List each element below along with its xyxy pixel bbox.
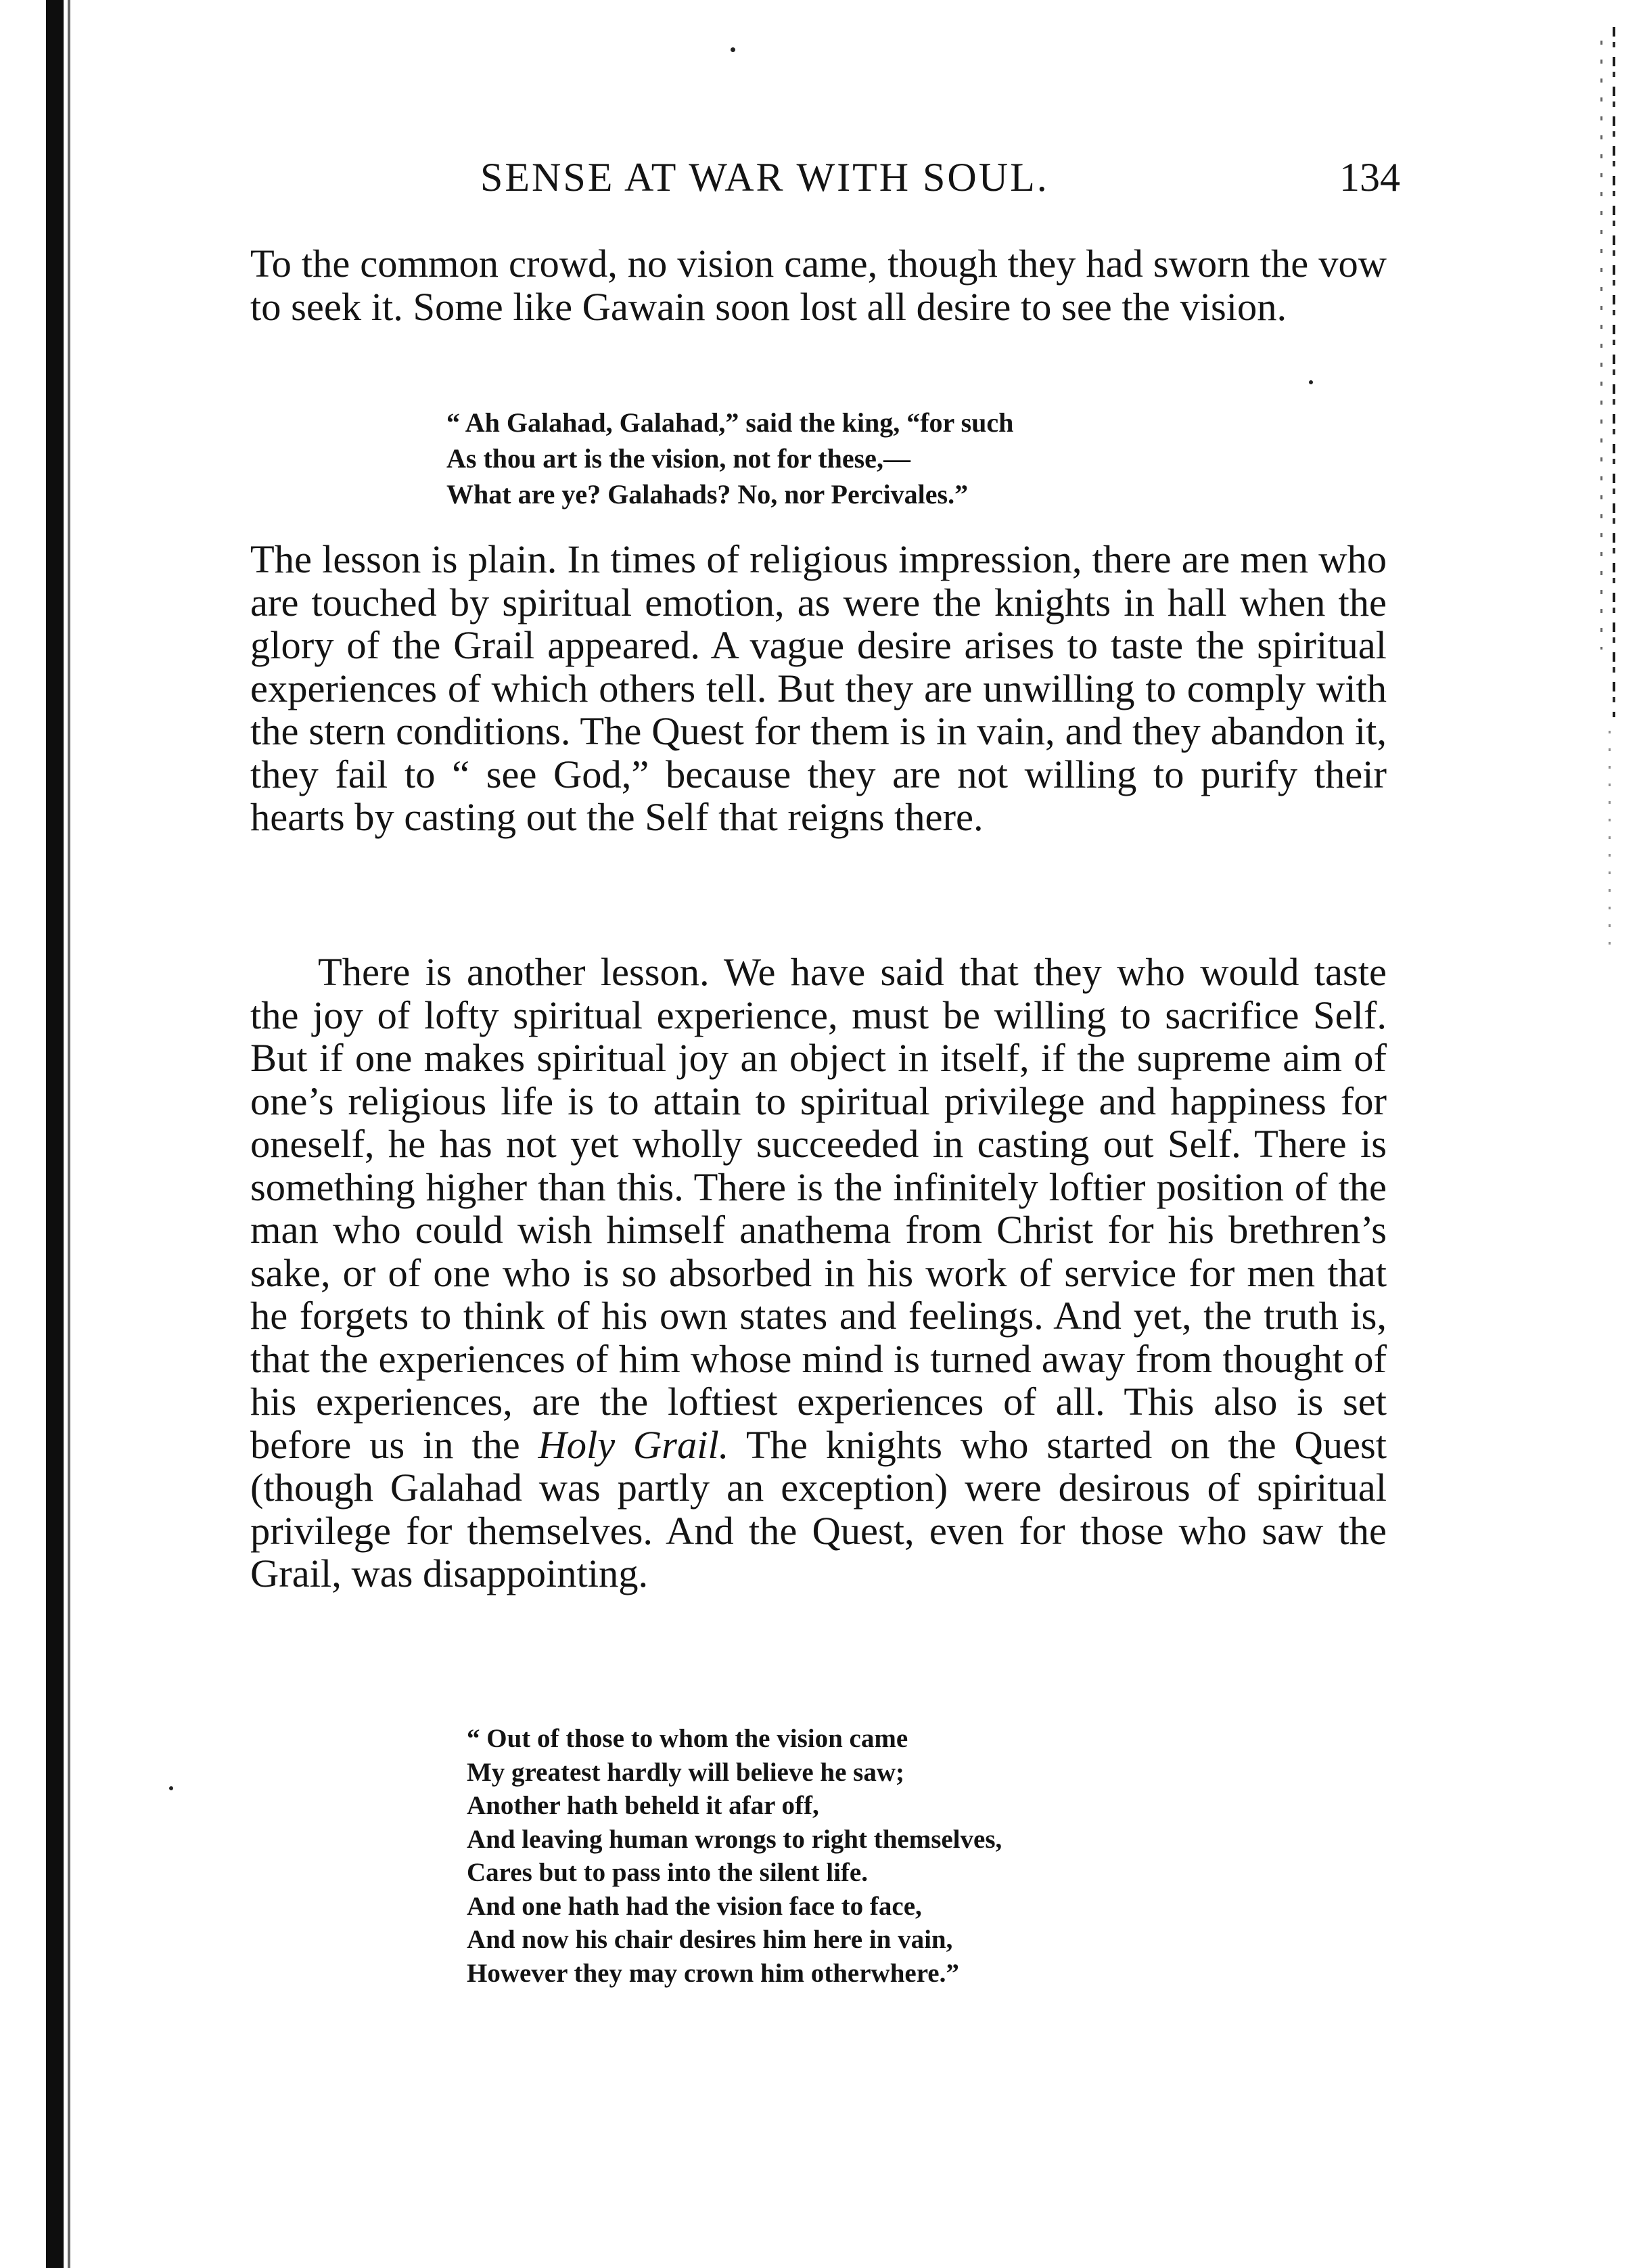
paragraph-text: The lesson is plain. In times of religious impression, there are men who are touched by spiritual emotion, as were the knights in hall when the glory of the Grail appeared. A vague desire arises to taste the spiritual experiences of which others tell. But they are unwilling to comply with the stern conditions. The Quest for them is in vain, and they abandon it, they fail to “ see God,” because they are not willing to purify their hearts by casting out the Self that reigns there. bbox=[250, 537, 1387, 839]
paragraph-another-lesson bbox=[250, 951, 1387, 1595]
paragraph-common-crowd bbox=[250, 242, 1387, 328]
verse-line: And one hath had the vision face to face, bbox=[467, 1891, 922, 1921]
book-title-italic: Holy Grail. bbox=[538, 1422, 729, 1467]
verse-line: “ Ah Galahad, Galahad,” said the king, “for such bbox=[446, 407, 1014, 438]
paragraph-text-part: The knights who started on the Quest (though Galahad was partly an exception) were desirous of spiritual privilege for themselves. And the Quest, even for those who saw the Grail, was disappointing. bbox=[250, 1422, 1387, 1595]
paragraph-text bbox=[250, 951, 1387, 1595]
verse-line: And now his chair desires him here in vain, bbox=[467, 1925, 953, 1954]
verse-line: Cares but to pass into the silent life. bbox=[467, 1858, 868, 1887]
verse-line: “ Out of those to whom the vision came bbox=[467, 1724, 908, 1753]
paragraph-text-part: There is another lesson. We have said that they who would taste the joy of lofty spiritual experience, must be willing to sacrifice Self. But if one makes spiritual joy an object in itself, if the supreme aim of one’s religious life is to attain to spiritual privilege and happiness for oneself, he has not yet wholly succeeded in casting out Self. There is something higher than this. There is the infinitely loftier position of the man who could wish himself anathema from Christ for his brethren’s sake, or of one who is so absorbed in his work of service for men that he forgets to think of his own states and feelings. And yet, the truth is, that the experiences of him whose mind is turned away from thought of his experiences, are the loftiest experiences of all. This also is set before us in the bbox=[250, 950, 1387, 1467]
page-number: 134 bbox=[1339, 155, 1400, 200]
paragraph-lesson-plain bbox=[250, 538, 1387, 839]
scan-speck bbox=[169, 1786, 173, 1790]
verse-line: As thou art is the vision, not for these,— bbox=[446, 443, 910, 474]
scan-speck bbox=[731, 47, 735, 52]
verse-line: However they may crown him otherwhere.” bbox=[467, 1958, 959, 1988]
running-head bbox=[480, 154, 1400, 208]
verse-line: My greatest hardly will believe he saw; bbox=[467, 1757, 905, 1787]
verse-quotation-vision bbox=[467, 1722, 1002, 1990]
page-edge-marks-lower bbox=[1609, 731, 1611, 947]
page-gutter-shadow bbox=[46, 0, 64, 2268]
page-edge-marks-faint bbox=[1600, 41, 1602, 650]
verse-line: And leaving human wrongs to right themselves, bbox=[467, 1824, 1002, 1854]
scan-speck bbox=[1309, 380, 1313, 384]
verse-line: What are ye? Galahads? No, nor Percivales.” bbox=[446, 479, 969, 509]
verse-quotation-galahad bbox=[446, 405, 1013, 512]
page-edge-marks bbox=[1613, 27, 1615, 717]
paragraph-text: To the common crowd, no vision came, though they had sworn the vow to seek it. Some like Gawain soon lost all desire to see the vision. bbox=[250, 242, 1387, 329]
verse-line: Another hath beheld it afar off, bbox=[467, 1791, 819, 1820]
page-gutter-line bbox=[68, 0, 70, 2268]
running-title: SENSE AT WAR WITH SOUL. bbox=[480, 155, 1049, 200]
